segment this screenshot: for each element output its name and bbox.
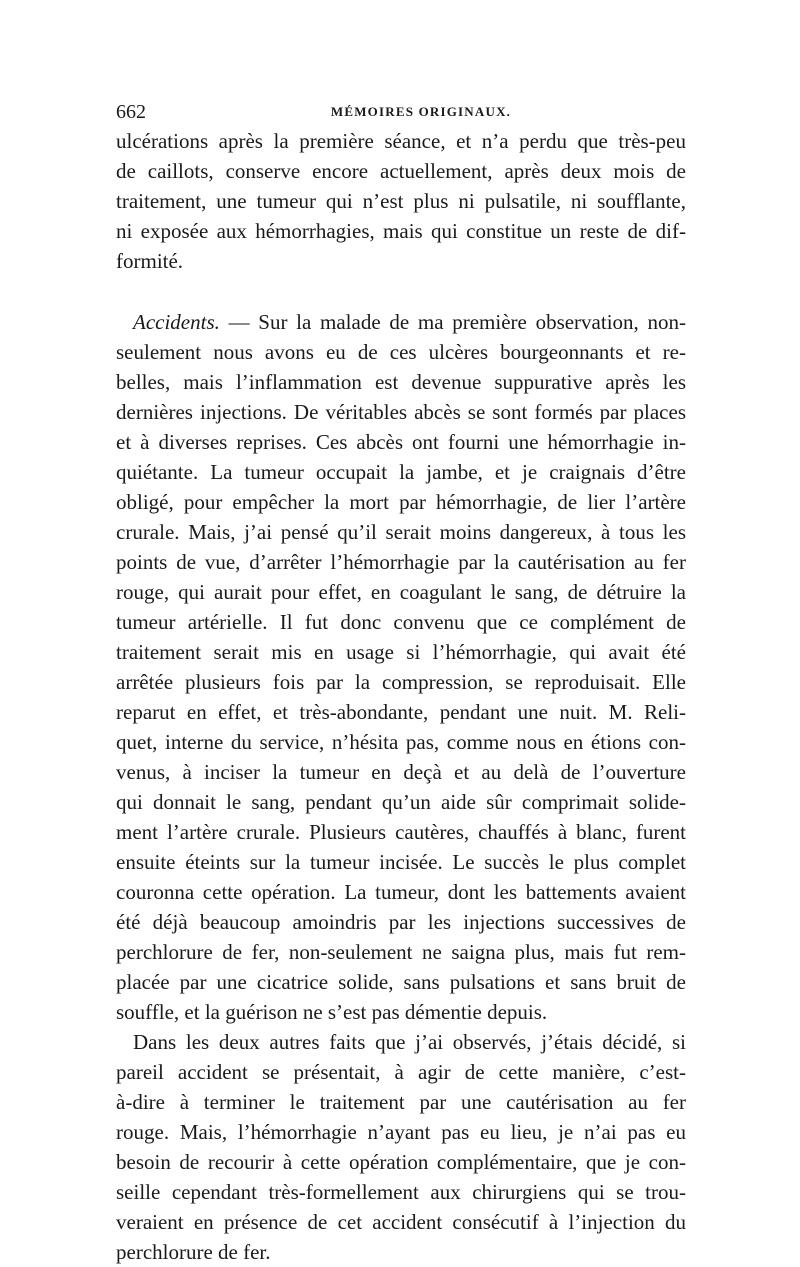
text-line: quiétante. La tumeur occupait la jambe, et je craignais d’être: [116, 460, 686, 484]
text-line: rouge, qui aurait pour effet, en coagulant le sang, de détruire la: [116, 580, 686, 604]
text-line: veraient en présence de cet accident consécutif à l’injection du: [116, 1210, 686, 1234]
text-line: quet, interne du service, n’hésita pas, comme nous en étions con-: [116, 730, 686, 754]
text-line: ment l’artère crurale. Plusieurs cautères, chauffés à blanc, furent: [116, 820, 686, 844]
text-line: traitement, une tumeur qui n’est plus ni pulsatile, ni soufflante,: [116, 189, 686, 213]
text-line: pareil accident se présentait, à agir de cette manière, c’est-: [116, 1060, 686, 1084]
text-line: ensuite éteints sur la tumeur incisée. Le succès le plus complet: [116, 850, 686, 874]
text-line: placée par une cicatrice solide, sans pulsations et sans bruit de: [116, 970, 686, 994]
page-number: 662: [116, 101, 146, 123]
text-line-rest: — Sur la malade de ma première observation, non-: [219, 310, 686, 334]
text-line: couronna cette opération. La tumeur, dont les battements avaient: [116, 880, 686, 904]
paragraph-3: [116, 1027, 686, 1267]
text-line: perchlorure de fer.: [116, 1240, 271, 1264]
page-header: [116, 99, 686, 125]
text-line: formité.: [116, 249, 184, 273]
text-line: venus, à inciser la tumeur en deçà et au delà de l’ouverture: [116, 760, 686, 784]
text-line: été déjà beaucoup amoindris par les injections successives de: [116, 910, 686, 934]
section-heading-italic: Accidents.: [133, 310, 220, 334]
text-line: belles, mais l’inflammation est devenue suppurative après les: [116, 370, 686, 394]
text-line: besoin de recourir à cette opération complémentaire, que je con-: [116, 1150, 686, 1174]
paragraph-gap: [116, 276, 686, 307]
text-line: ulcérations après la première séance, et n’a perdu que très-peu: [116, 129, 686, 153]
text-line: Dans les deux autres faits que j’ai observés, j’étais décidé, si: [133, 1030, 686, 1054]
text-line: tumeur artérielle. Il fut donc convenu que ce complément de: [116, 610, 686, 634]
text-line: [116, 307, 686, 337]
text-line: dernières injections. De véritables abcès se sont formés par places: [116, 400, 686, 424]
running-title: MÉMOIRES ORIGINAUX.: [330, 104, 512, 119]
text-line: rouge. Mais, l’hémorrhagie n’ayant pas eu lieu, je n’ai pas eu: [116, 1120, 686, 1144]
text-line: arrêtée plusieurs fois par la compression, se reproduisait. Elle: [116, 670, 686, 694]
text-line: et à diverses reprises. Ces abcès ont fourni une hémorrhagie in-: [116, 430, 686, 454]
text-line: points de vue, d’arrêter l’hémorrhagie par la cautérisation au fer: [116, 550, 686, 574]
paragraph-1: [116, 126, 686, 276]
paragraph-2: [116, 307, 686, 1027]
text-line: perchlorure de fer, non-seulement ne saigna plus, mais fut rem-: [116, 940, 686, 964]
text-line: reparut en effet, et très-abondante, pendant une nuit. M. Reli-: [116, 700, 686, 724]
text-line: à-dire à terminer le traitement par une cautérisation au fer: [116, 1090, 686, 1114]
text-line: de caillots, conserve encore actuellement, après deux mois de: [116, 159, 686, 183]
text-line: seulement nous avons eu de ces ulcères bourgeonnants et re-: [116, 340, 686, 364]
text-line: ni exposée aux hémorrhagies, mais qui constitue un reste de dif-: [116, 219, 686, 243]
text-line: traitement serait mis en usage si l’hémorrhagie, qui avait été: [116, 640, 686, 664]
text-line: crurale. Mais, j’ai pensé qu’il serait moins dangereux, à tous les: [116, 520, 686, 544]
text-line: souffle, et la guérison ne s’est pas démentie depuis.: [116, 1000, 548, 1024]
body-text: [116, 126, 686, 1267]
text-line: qui donnait le sang, pendant qu’un aide sûr comprimait solide-: [116, 790, 686, 814]
text-line: obligé, pour empêcher la mort par hémorrhagie, de lier l’artère: [116, 490, 686, 514]
text-line: seille cependant très-formellement aux chirurgiens qui se trou-: [116, 1180, 686, 1204]
